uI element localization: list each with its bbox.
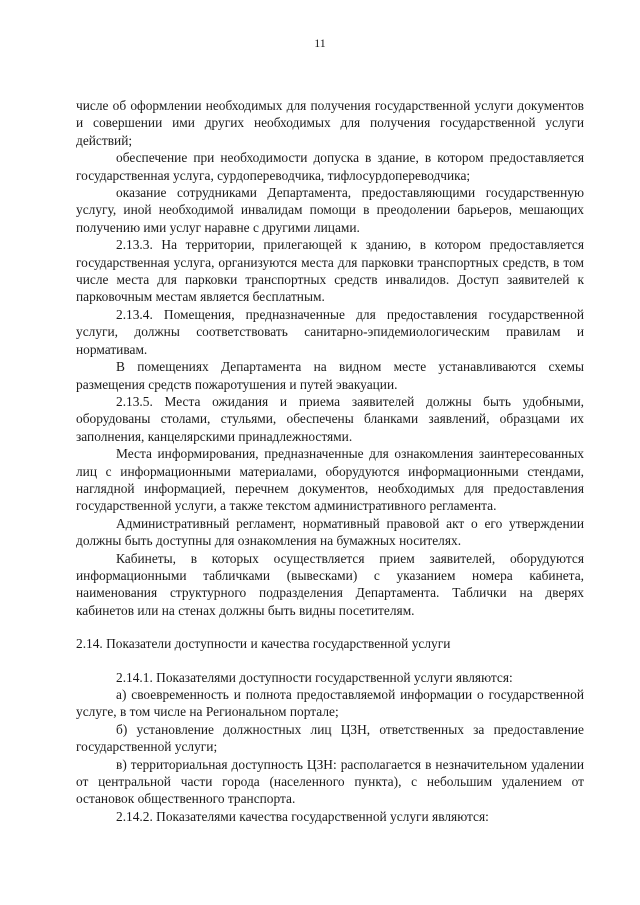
paragraph: б) установление должностных лиц ЦЗН, ответственных за предоставление государственной услуги; xyxy=(76,721,584,755)
paragraph: Места информирования, предназначенные для ознакомления заинтересованных лиц с информационными материалами, оборудуются информационными стендами, наглядной информацией, перечнем документов, необходимых для предоставления государственной услуги, а также текстом административного регламента. xyxy=(76,446,584,514)
section-title: 2.14. Показатели доступности и качества государственной услуги xyxy=(76,636,451,652)
paragraph-group xyxy=(76,97,584,619)
paragraph: Кабинеты, в которых осуществляется прием заявителей, оборудуются информационными табличками (вывесками) с указанием номера кабинета, наименования структурного подразделения Департамента. Таблички на дверях кабинетов или на стенах должны быть видны посетителям. xyxy=(76,550,584,618)
paragraph: 2.14.1. Показателями доступности государственной услуги являются: xyxy=(116,669,513,685)
paragraph: 2.13.3. На территории, прилегающей к зданию, в котором предоставляется государственная услуга, организуются места для парковки транспортных средств, в том числе места для парковки транспортных средств инвалидов. Доступ заявителей к парковочным местам является бесплатным. xyxy=(76,237,584,305)
paragraph: Административный регламент, нормативный правовой акт о его утверждении должны быть доступны для ознакомления на бумажных носителях. xyxy=(76,515,584,549)
paragraph: 2.13.4. Помещения, предназначенные для предоставления государственной услуги, должны соответствовать санитарно-эпидемиологическим правилам и нормативам. xyxy=(76,306,584,357)
paragraph: 2.13.5. Места ожидания и приема заявителей должны быть удобными, оборудованы столами, стульями, обеспечены бланками заявлений, образцами их заполнения, канцелярскими принадлежностями. xyxy=(76,393,584,444)
paragraph: в) территориальная доступность ЦЗН: располагается в незначительном удалении от центральной части города (населенного пункта), с небольшим удалением от остановок общественного транспорта. xyxy=(76,756,584,807)
paragraph: числе об оформлении необходимых для получения государственной услуги документов и совершении ими других необходимых для получения государственной услуги действий; xyxy=(76,98,584,148)
document-body xyxy=(76,97,584,825)
paragraph: 2.14.2. Показателями качества государственной услуги являются: xyxy=(116,808,489,824)
paragraph-group xyxy=(76,669,584,826)
paragraph: обеспечение при необходимости допуска в здание, в котором предоставляется государственная услуга, сурдопереводчика, тифлосурдопереводчика; xyxy=(76,150,584,183)
page-number: 11 xyxy=(314,36,326,50)
paragraph: а) своевременность и полнота предоставляемой информации о государственной услуге, в том числе на Региональном портале; xyxy=(76,687,584,720)
paragraph: В помещениях Департамента на видном месте устанавливаются схемы размещения средств пожаротушения и путей эвакуации. xyxy=(76,359,584,392)
paragraph: оказание сотрудниками Департамента, предоставляющими государственную услугу, иной необходимой инвалидам помощи в преодолении барьеров, мешающих получению ими услуг наравне с другими лицами. xyxy=(76,185,584,235)
